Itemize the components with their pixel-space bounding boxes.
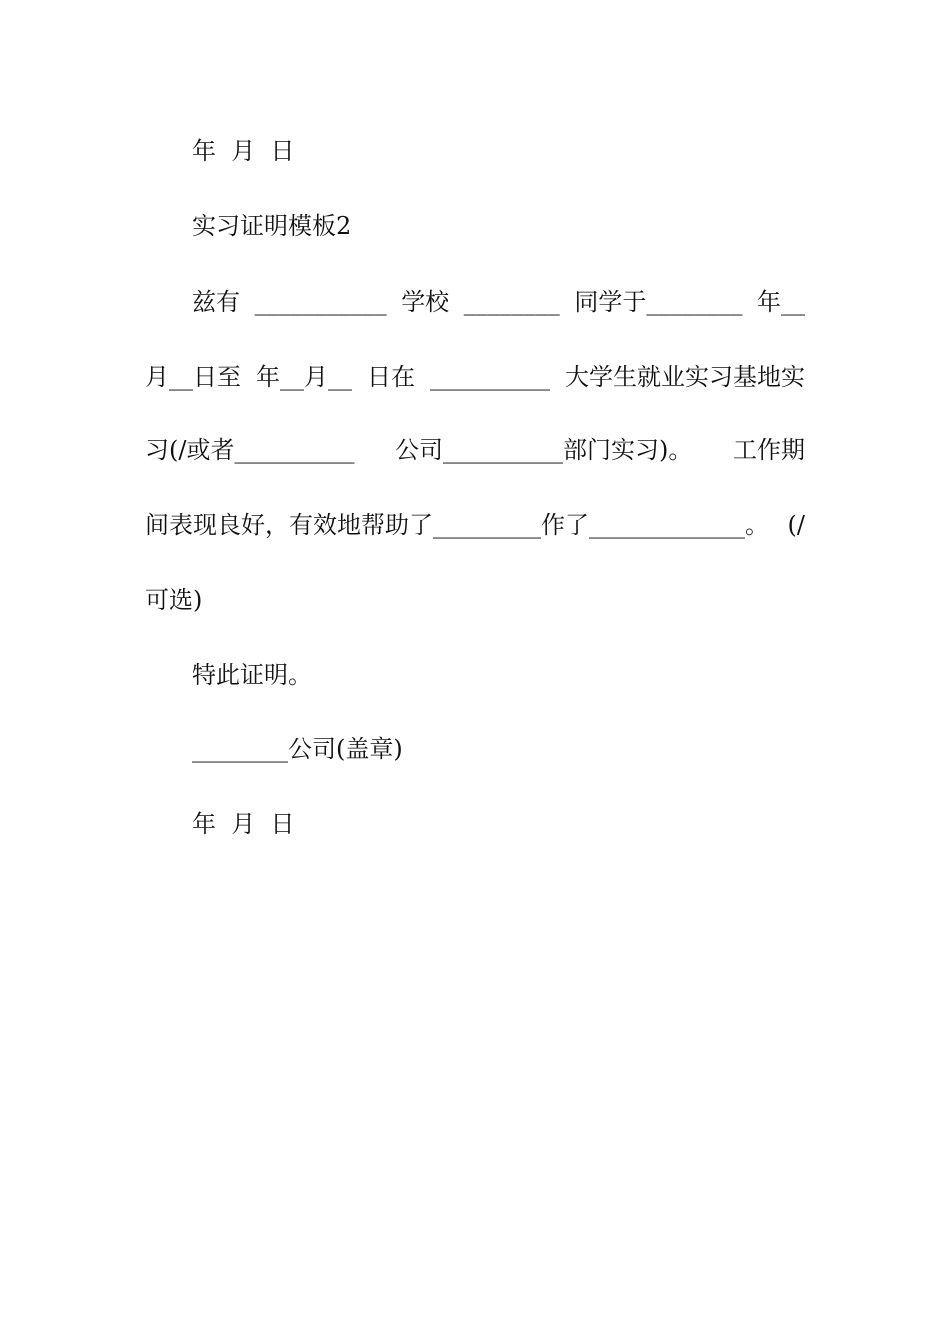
text-segment: 公司__________部门实习)。: [395, 436, 693, 464]
paragraph-line-2: [145, 361, 805, 393]
blank-base: __________: [430, 363, 550, 391]
paragraph-line-5: 可选): [145, 586, 203, 614]
company-stamp-line: ________公司(盖章): [192, 735, 403, 763]
paragraph-line-3: [145, 434, 805, 466]
text-segment: 月__日至: [145, 363, 241, 391]
text-segment: 工作期: [732, 436, 805, 464]
text-segment: 日在: [367, 363, 415, 391]
document-title: 实习证明模板2: [192, 212, 352, 240]
blank-student: ________: [463, 288, 560, 316]
text-segment: 年__月__: [256, 363, 352, 391]
paragraph-line-4: [145, 509, 805, 541]
closing-text: 特此证明。: [192, 661, 312, 689]
date-top: 年 月 日: [192, 137, 295, 165]
text-segment: 学校: [401, 288, 450, 316]
blank-school: ___________: [254, 288, 387, 316]
paragraph-line-1: [192, 286, 805, 318]
text-segment: 年__: [756, 288, 805, 316]
text-segment: (/: [787, 511, 805, 539]
text-segment: 习(/或者__________: [145, 436, 355, 464]
text-segment: 同学于________: [574, 288, 743, 316]
text-segment: 大学生就业实习基地实: [565, 363, 805, 391]
text-segment: 兹有: [192, 288, 240, 316]
date-bottom: 年 月 日: [192, 810, 295, 838]
text-segment: 间表现良好，有效地帮助了_________作了_____________。: [145, 511, 769, 539]
